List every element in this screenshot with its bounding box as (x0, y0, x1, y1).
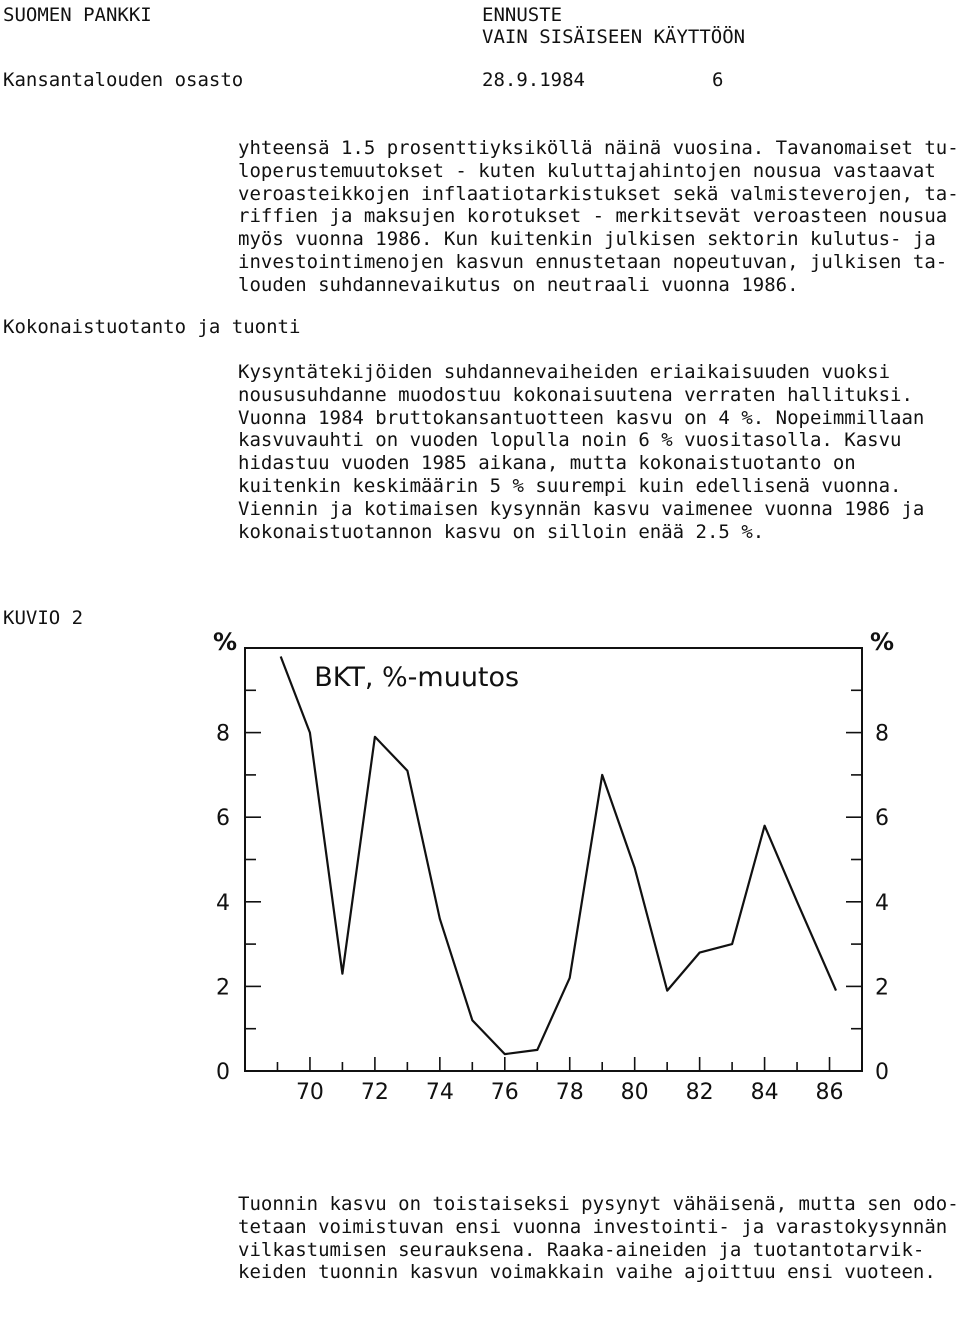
x-tick-label: 82 (685, 1080, 714, 1105)
x-tick-label: 72 (360, 1080, 389, 1105)
x-tick-label: 78 (555, 1080, 584, 1105)
x-tick-label: 76 (490, 1080, 519, 1105)
text-line: loperustemuutokset - kuten kuluttajahintojen nousua vastaavat (238, 159, 936, 182)
y-tick-label-right: 2 (875, 975, 889, 1001)
x-tick-label: 80 (620, 1080, 649, 1105)
x-tick-label: 86 (815, 1080, 844, 1105)
text-line: kasvuvauhti on vuoden lopulla noin 6 % vuositasolla. Kasvu (238, 429, 902, 452)
text-line: Viennin ja kotimaisen kysynnän kasvu vaimenee vuonna 1986 ja (238, 497, 925, 520)
text-line: vilkastumisen seurauksena. Raaka-aineiden ja tuotantotarvik- (238, 1238, 925, 1261)
y-tick-label-left: 0 (216, 1060, 230, 1085)
doc-label: ENNUSTE (482, 4, 563, 26)
text-line: kokonaistuotannon kasvu on silloin enää 2.5 %. (238, 520, 765, 543)
y-tick-label-left: 4 (216, 890, 230, 916)
text-line: noususuhdanne muodostuu kokonaisuutena verraten hallituksi. (238, 383, 913, 406)
closing-paragraph (238, 1193, 959, 1284)
gdp-series-line (281, 657, 836, 1055)
doc-date: 28.9.1984 (482, 69, 585, 91)
text-line: tetaan voimistuvan ensi vuonna investointi- ja varastokysynnän (238, 1215, 948, 1238)
text-line: riffien ja maksujen korotukset - merkitsevät veroasteen nousua (238, 205, 948, 228)
y-unit-right: % (869, 628, 895, 656)
department: Kansantalouden osasto (3, 69, 244, 91)
text-line: hidastuu vuoden 1985 aikana, mutta kokonaistuotanto on (238, 452, 856, 475)
doc-classification: VAIN SISÄISEEN KÄYTTÖÖN (482, 26, 746, 48)
y-tick-label-right: 0 (875, 1060, 889, 1085)
text-line: keiden tuonnin kasvun voimakkain vaihe ajoittuu ensi vuoteen. (238, 1261, 936, 1284)
chart-title: BKT, %-muutos (314, 662, 520, 694)
y-tick-label-right: 4 (875, 890, 889, 916)
text-line: Kysyntätekijöiden suhdannevaiheiden eriaikaisuuden vuoksi (238, 361, 891, 383)
page-number: 6 (712, 69, 724, 91)
intro-paragraph (238, 137, 959, 297)
x-tick-label: 74 (425, 1080, 454, 1105)
text-line: veroasteikkojen inflaatiotarkistukset sekä valmisteverojen, ta- (238, 182, 959, 205)
plot-frame (245, 648, 862, 1071)
section-heading: Kokonaistuotanto ja tuonti (3, 316, 301, 338)
y-unit-left: % (212, 628, 238, 656)
section-paragraph (238, 361, 924, 543)
text-line: myös vuonna 1986. Kun kuitenkin julkisen sektorin kulutus- ja (238, 228, 936, 251)
figure-label: KUVIO 2 (3, 607, 84, 629)
y-tick-label-right: 6 (875, 806, 889, 832)
y-tick-label-left: 2 (216, 975, 230, 1001)
text-line: investointimenojen kasvun ennustetaan nopeutuvan, julkisen ta- (238, 250, 948, 273)
y-tick-label-right: 8 (875, 721, 889, 747)
y-tick-label-left: 8 (216, 721, 230, 747)
x-tick-label: 84 (750, 1080, 779, 1105)
gdp-chart (195, 625, 915, 1145)
x-tick-label: 70 (295, 1080, 324, 1105)
org-name: SUOMEN PANKKI (3, 4, 152, 26)
y-tick-label-left: 6 (216, 806, 230, 832)
text-line: yhteensä 1.5 prosenttiyksiköllä näinä vuosina. Tavanomaiset tu- (238, 137, 959, 159)
text-line: Tuonnin kasvu on toistaiseksi pysynyt vähäisenä, mutta sen odo- (238, 1193, 959, 1215)
text-line: Vuonna 1984 bruttokansantuotteen kasvu on 4 %. Nopeimmillaan (238, 406, 925, 429)
text-line: louden suhdannevaikutus on neutraali vuonna 1986. (238, 273, 799, 296)
text-line: kuitenkin keskimäärin 5 % suurempi kuin edellisenä vuonna. (238, 474, 902, 497)
